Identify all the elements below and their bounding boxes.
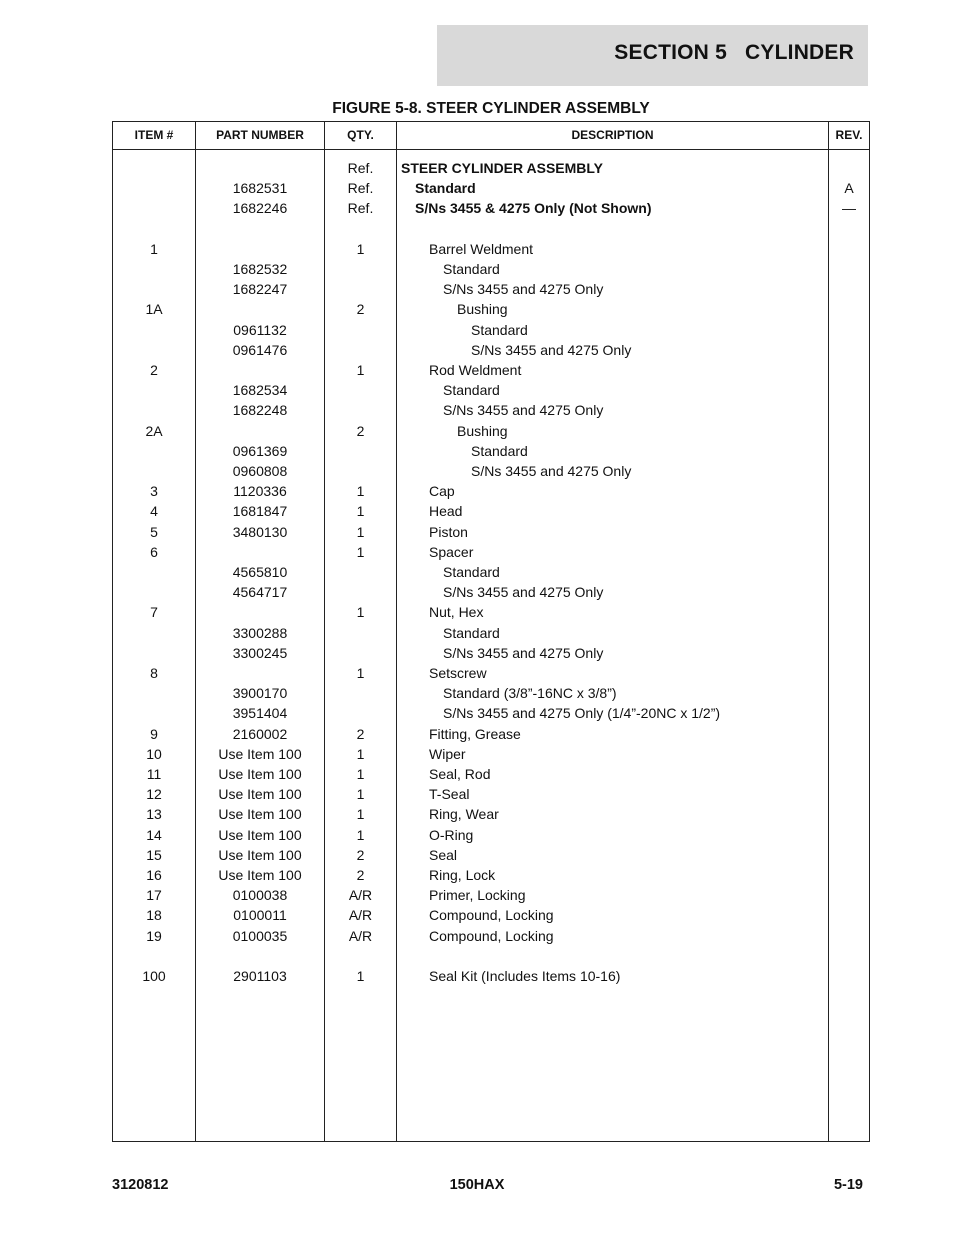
column-header-item: ITEM # xyxy=(134,128,174,142)
table-row xyxy=(113,683,869,703)
table-row xyxy=(113,643,869,663)
description: Ring, Lock xyxy=(429,867,496,883)
quantity: 1 xyxy=(356,968,365,984)
page-number: 5-19 xyxy=(833,1177,863,1193)
description: S/Ns 3455 and 4275 Only (1/4”-20NC x 1/2”) xyxy=(443,705,721,722)
table-row xyxy=(113,865,869,885)
table-row xyxy=(113,501,869,521)
quantity: 1 xyxy=(356,745,365,762)
quantity: 1 xyxy=(356,483,365,500)
table-row xyxy=(113,320,869,340)
part-number: Use Item 100 xyxy=(218,806,302,823)
part-number: 2901103 xyxy=(233,968,287,984)
item-number: 8 xyxy=(150,665,158,681)
quantity: 1 xyxy=(356,826,365,843)
description: O-Ring xyxy=(429,826,474,843)
item-number: 100 xyxy=(142,968,166,984)
table-row xyxy=(113,744,869,764)
table-row xyxy=(113,905,869,925)
revision: — xyxy=(842,200,856,217)
description: Barrel Weldment xyxy=(429,240,534,257)
description: STEER CYLINDER ASSEMBLY xyxy=(401,160,603,176)
table-row xyxy=(113,158,869,178)
description: Seal Kit (Includes Items 10-16) xyxy=(429,968,621,984)
item-number: 2 xyxy=(150,362,158,378)
table-row xyxy=(113,421,869,441)
column-header-rev: REV. xyxy=(835,128,863,142)
description: Head xyxy=(429,503,463,520)
description: Spacer xyxy=(429,543,474,560)
table-row xyxy=(113,845,869,865)
quantity: Ref. xyxy=(347,160,374,176)
part-number: Use Item 100 xyxy=(218,745,302,762)
item-number: 1 xyxy=(150,240,158,257)
part-number: 0100035 xyxy=(232,927,288,944)
part-number: 1682247 xyxy=(232,281,288,298)
item-number: 3 xyxy=(150,483,158,500)
table-row xyxy=(113,239,869,259)
description: Standard xyxy=(443,564,500,580)
description: Wiper xyxy=(429,745,466,762)
parts-table xyxy=(112,121,870,1142)
table-row xyxy=(113,663,869,683)
doc-number: 3120812 xyxy=(112,1177,169,1193)
item-number: 7 xyxy=(150,604,158,621)
item-number: 15 xyxy=(146,846,162,863)
quantity: 1 xyxy=(356,665,365,681)
item-number: 16 xyxy=(146,867,162,883)
part-number: 1120336 xyxy=(233,483,287,500)
quantity: 2 xyxy=(356,867,365,883)
description: S/Ns 3455 & 4275 Only (Not Shown) xyxy=(415,200,652,217)
table-row xyxy=(113,219,869,239)
revision: A xyxy=(844,180,854,197)
table-row xyxy=(113,946,869,966)
description: Standard xyxy=(443,261,500,277)
description: Piston xyxy=(429,523,468,540)
quantity: 2 xyxy=(356,301,365,318)
item-number: 19 xyxy=(146,927,162,944)
part-number: Use Item 100 xyxy=(218,826,302,843)
header-divider xyxy=(113,149,869,150)
section-banner xyxy=(437,25,868,86)
part-number: 3480130 xyxy=(232,523,288,540)
quantity: Ref. xyxy=(347,200,374,217)
table-row xyxy=(113,279,869,299)
description: Standard xyxy=(471,321,528,338)
part-number: 1682246 xyxy=(232,200,288,217)
quantity: A/R xyxy=(348,927,373,944)
table-row xyxy=(113,804,869,824)
quantity: 2 xyxy=(356,725,365,742)
table-row xyxy=(113,966,869,986)
item-number: 12 xyxy=(146,786,162,803)
part-number: 3300288 xyxy=(232,624,288,641)
quantity: Ref. xyxy=(347,180,374,197)
part-number: 3951404 xyxy=(232,705,288,722)
part-number: 0961132 xyxy=(233,321,287,338)
part-number: 0100011 xyxy=(233,907,287,924)
item-number: 18 xyxy=(146,907,162,924)
table-row xyxy=(113,582,869,602)
description: Cap xyxy=(429,483,455,500)
description: Primer, Locking xyxy=(429,887,526,904)
description: S/Ns 3455 and 4275 Only xyxy=(443,644,604,661)
column-header-part-number: PART NUMBER xyxy=(216,128,304,142)
item-number: 13 xyxy=(146,806,162,823)
table-row xyxy=(113,481,869,501)
item-number: 17 xyxy=(146,887,162,904)
part-number: 1682531 xyxy=(232,180,288,197)
table-row xyxy=(113,198,869,218)
table-row xyxy=(113,259,869,279)
table-row xyxy=(113,380,869,400)
part-number: Use Item 100 xyxy=(218,786,302,803)
part-number: Use Item 100 xyxy=(218,846,302,863)
item-number: 4 xyxy=(150,503,158,520)
part-number: 4564717 xyxy=(232,584,288,601)
quantity: 1 xyxy=(356,766,365,782)
item-number: 9 xyxy=(150,725,158,742)
item-number: 6 xyxy=(150,543,158,560)
table-row xyxy=(113,522,869,542)
description: Setscrew xyxy=(429,665,487,681)
table-row xyxy=(113,400,869,420)
description: S/Ns 3455 and 4275 Only xyxy=(443,402,604,419)
model-name: 150HAX xyxy=(449,1177,505,1193)
description: Rod Weldment xyxy=(429,362,522,378)
table-row xyxy=(113,825,869,845)
table-row xyxy=(113,461,869,481)
quantity: A/R xyxy=(348,887,373,904)
quantity: 1 xyxy=(356,786,365,803)
column-header-qty: QTY. xyxy=(347,128,374,142)
table-row xyxy=(113,724,869,744)
column-header-description: DESCRIPTION xyxy=(571,128,654,142)
quantity: 2 xyxy=(356,846,365,863)
table-row xyxy=(113,562,869,582)
description: S/Ns 3455 and 4275 Only xyxy=(443,281,604,298)
description: Standard xyxy=(471,442,528,459)
table-row xyxy=(113,623,869,643)
part-number: 0960808 xyxy=(232,463,288,479)
table-row xyxy=(113,441,869,461)
figure-title: FIGURE 5-8. STEER CYLINDER ASSEMBLY xyxy=(332,100,650,117)
description: Nut, Hex xyxy=(429,604,484,621)
part-number: 3900170 xyxy=(232,685,288,702)
quantity: 1 xyxy=(356,503,365,520)
quantity: 1 xyxy=(356,806,365,823)
table-row xyxy=(113,299,869,319)
part-number: 3300245 xyxy=(232,644,288,661)
item-number: 14 xyxy=(146,826,162,843)
description: Seal, Rod xyxy=(429,766,491,782)
part-number: 0961369 xyxy=(232,442,288,459)
part-number: 0961476 xyxy=(232,341,288,358)
quantity: 1 xyxy=(356,523,365,540)
description: Bushing xyxy=(457,422,508,439)
description: T-Seal xyxy=(429,786,470,803)
description: Compound, Locking xyxy=(429,927,554,944)
part-number: 4565810 xyxy=(232,564,288,580)
description: Standard xyxy=(443,382,500,399)
description: Standard xyxy=(443,624,500,641)
table-row xyxy=(113,703,869,723)
description: S/Ns 3455 and 4275 Only xyxy=(471,341,632,358)
part-number: Use Item 100 xyxy=(218,867,302,883)
part-number: 1682534 xyxy=(232,382,288,399)
description: Standard xyxy=(415,180,476,197)
description: S/Ns 3455 and 4275 Only xyxy=(471,463,632,479)
table-row xyxy=(113,178,869,198)
quantity: 2 xyxy=(356,422,365,439)
part-number: Use Item 100 xyxy=(218,766,302,782)
quantity: 1 xyxy=(356,604,365,621)
table-row xyxy=(113,885,869,905)
table-row xyxy=(113,602,869,622)
table-row xyxy=(113,784,869,804)
item-number: 2A xyxy=(145,422,163,439)
description: Bushing xyxy=(457,301,508,318)
description: Ring, Wear xyxy=(429,806,499,823)
table-row xyxy=(113,542,869,562)
part-number: 2160002 xyxy=(232,725,288,742)
description: Fitting, Grease xyxy=(429,725,521,742)
description: Seal xyxy=(429,846,458,863)
quantity: 1 xyxy=(356,543,365,560)
item-number: 1A xyxy=(145,301,163,318)
item-number: 11 xyxy=(146,766,162,782)
part-number: 1681847 xyxy=(232,503,288,520)
quantity: A/R xyxy=(348,907,373,924)
quantity: 1 xyxy=(356,240,365,257)
table-row xyxy=(113,360,869,380)
description: Standard (3/8”-16NC x 3/8”) xyxy=(443,685,617,702)
part-number: 1682248 xyxy=(232,402,288,419)
table-row xyxy=(113,340,869,360)
description: Compound, Locking xyxy=(429,907,554,924)
description: S/Ns 3455 and 4275 Only xyxy=(443,584,604,601)
section-title: SECTION 5 CYLINDER xyxy=(614,41,854,64)
part-number: 0100038 xyxy=(232,887,288,904)
quantity: 1 xyxy=(356,362,365,378)
part-number: 1682532 xyxy=(232,261,288,277)
item-number: 5 xyxy=(150,523,158,540)
table-row xyxy=(113,764,869,784)
table-row xyxy=(113,926,869,946)
item-number: 10 xyxy=(146,745,162,762)
